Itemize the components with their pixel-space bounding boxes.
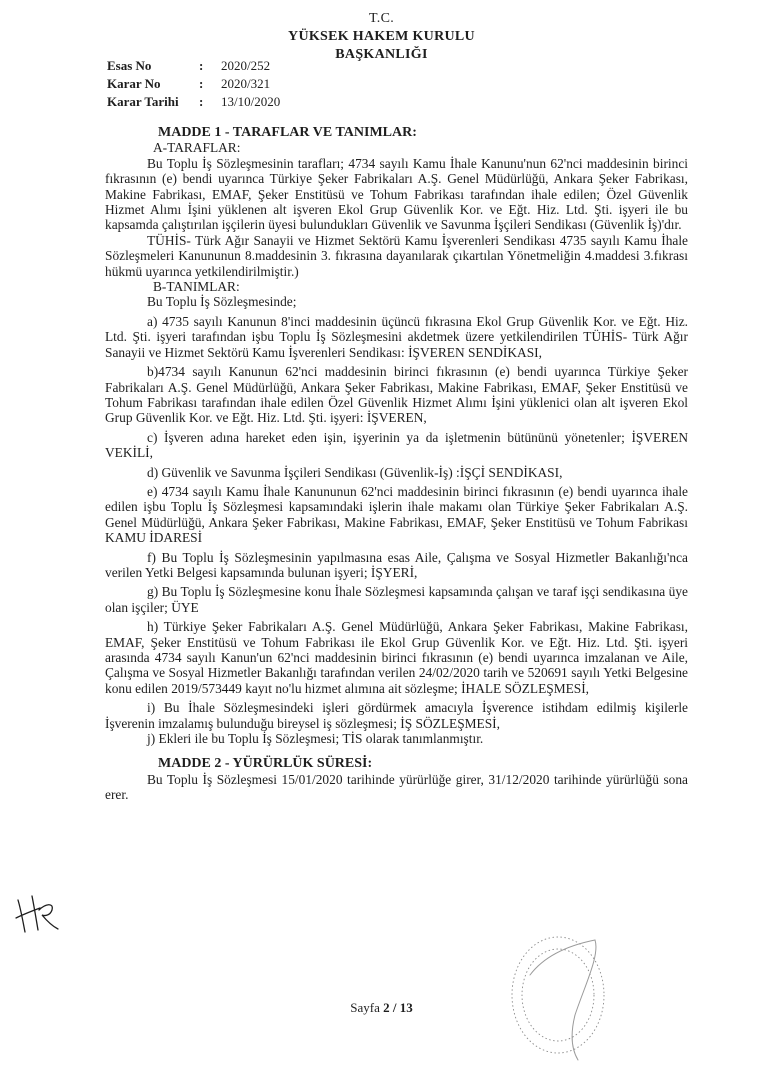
esas-colon: : (199, 58, 204, 73)
esas-row (107, 57, 280, 75)
handwritten-initials-icon (12, 888, 62, 938)
tanim-e: e) 4734 sayılı Kamu İhale Kanununun 62'nci maddesinin birinci fıkrasının (e) bendi uyarınca ihale edilen işbu Toplu İş Sözleşmesi kapsamındaki işlerin ihale makamı olan Türkiye Şeker Fabrikaları A.Ş. Genel Müdürlüğü, Ankara Şeker Fabrikası, Makine Fabrikası, EMAF, Şeker Enstitüsü ve Tohum Fabrikası KAMU İDARESİ (105, 483, 688, 546)
karar-colon: : (199, 76, 204, 91)
tanim-a: a) 4735 sayılı Kanunun 8'inci maddesinin üçüncü fıkrasına Ekol Grup Güvenlik Kor. ve Eğt. Hiz. Ltd. Şti. işyeri tarafından işbu Toplu İş Sözleşmesini akdetmek üzere yetkilendirilen TÜHİS- Türk Ağır Sanayii ve Hizmet Sektörü Kamu İşverenleri Sendikası: İŞVEREN SENDİKASI, (105, 313, 688, 360)
madde1-heading: MADDE 1 - TARAFLAR VE TANIMLAR: (158, 125, 417, 140)
tarih-colon: : (199, 94, 204, 109)
page-label: Sayfa (350, 1000, 384, 1015)
header-institution: YÜKSEK HAKEM KURULU (288, 29, 475, 44)
tanim-h: h) Türkiye Şeker Fabrikaları A.Ş. Genel Müdürlüğü, Ankara Şeker Fabrikası, Makine Fabrikası, EMAF, Şeker Enstitüsü ve Tohum Fabrikası ile Ekol Grup Güvenlik Kor. ve Eğt. Hiz. Ltd. Şti. işyeri arasında 4734 sayılı Kanun'un 62'nci maddesinin birinci fıkrasının (e) bendi uyarınca imzalanan ve Aile, Çalışma ve Sosyal Hizmetler Bakanlığı tarafından verilen 24/02/2020 tarih ve 520691 sayılı Yetki Belgesine konu edilen 2019/573449 kayıt no'lu hizmet alımına ait sözleşme; İHALE SÖZLEŞMESİ, (105, 619, 688, 696)
tanim-i: i) Bu İhale Sözleşmesindeki işleri gördürmek amacıyla İşverence istihdam edilmiş kişilerle İşverenin imzalamış bulunduğu bireysel iş sözleşmesi; İŞ SÖZLEŞMESİ, (105, 700, 688, 731)
tanim-g: g) Bu Toplu İş Sözleşmesine konu İhale Sözleşmesi kapsamında çalışan ve taraf işçi sendikasına üye olan işçiler; ÜYE (105, 584, 688, 615)
taraflar-title: A-TARAFLAR: (153, 140, 241, 156)
yururluk-paragraph: Bu Toplu İş Sözleşmesi 15/01/2020 tarihinde yürürlüğe girer, 31/12/2020 tarihinde yürürlüğü sona erer. (105, 771, 688, 803)
tarih-value: 13/10/2020 (221, 94, 281, 109)
taraflar-paragraph-2: TÜHİS- Türk Ağır Sanayii ve Hizmet Sektörü Kamu İşverenleri Sendikası 4735 sayılı Kamu İhale Sözleşmeleri Kanununun 8.maddesinin 3. fıkrasına dayanılarak çıkartılan Yönetmeliğin 4.maddesi 3.fıkrası hükmü uyarınca yetkilendirilmiştir.) (105, 232, 688, 279)
header-presidency: BAŞKANLIĞI (335, 47, 428, 62)
tanim-j: j) Ekleri ile bu Toplu İş Sözleşmesi; TİS olarak tanımlanmıştır. (147, 731, 484, 747)
tanim-b: b)4734 sayılı Kanunun 62'nci maddesinin birinci fıkrasının (e) bendi uyarınca Türkiye Şeker Fabrikaları A.Ş. Genel Müdürlüğü, Ankara Şeker Fabrikası, Makine Fabrikası, EMAF, Şeker Enstitüsü ve Tohum Fabrikası tarafından ihale edilen Özel Güvenlik Hizmet Alımı İşini yüklenici olan alt işveren Ekol Grup Güvenlik Kor. ve Eğt. Hiz. Ltd. Şti. işyeri: İŞVEREN, (105, 364, 688, 426)
case-meta (107, 57, 280, 111)
madde2-heading: MADDE 2 - YÜRÜRLÜK SÜRESİ: (158, 756, 373, 772)
page-footer (0, 1000, 763, 1016)
page-number: 2 / 13 (383, 1000, 413, 1015)
document-body (105, 125, 688, 803)
tanim-f: f) Bu Toplu İş Sözleşmesinin yapılmasına esas Aile, Çalışma ve Sosyal Hizmetler Bakanlığı'nca verilen Yetki Belgesi kapsamında bulunan işyeri; İŞYERİ, (105, 549, 688, 580)
karar-label: Karar No (107, 76, 161, 91)
header-tc: T.C. (368, 11, 395, 26)
tanim-c: c) İşveren adına hareket eden işin, işyerinin ya da işletmenin bütününü yönetenler; İŞVEREN VEKİLİ, (105, 429, 688, 461)
tarih-label: Karar Tarihi (107, 94, 179, 109)
taraflar-paragraph-1: Bu Toplu İş Sözleşmesinin tarafları; 4734 sayılı Kamu İhale Kanunu'nun 62'nci maddesinin birinci fıkrasının (e) bendi uyarınca Türkiye Şeker Fabrikaları A.Ş. Genel Müdürlüğü, Ankara Şeker Fabrikası, Makine Fabrikası, EMAF, Şeker Enstitüsü ve Tohum Fabrikası tarafından ihale edilen; Özel Güvenlik Hizmet Alımı İşini yüklenen alt işveren Ekol Grup Güvenlik Kor. ve Eğt. Hiz. Ltd. Şti. işyeri ile bu kapsamda çalıştırılan işçilerin üyesi bulundukları Güvenlik ve Savunma İşçileri Sendikası (Güvenlik İş)'dır. (105, 155, 688, 233)
tanim-d: d) Güvenlik ve Savunma İşçileri Sendikası (Güvenlik-İş) :İŞÇİ SENDİKASI, (147, 464, 563, 480)
document-header (0, 10, 763, 64)
karar-row (107, 75, 280, 93)
tarih-row (107, 93, 280, 111)
signature-stamp-icon (500, 915, 620, 1065)
esas-value: 2020/252 (221, 58, 271, 73)
tanimlar-intro: Bu Toplu İş Sözleşmesinde; (147, 294, 297, 310)
tanimlar-title: B-TANIMLAR: (153, 279, 240, 295)
esas-label: Esas No (107, 58, 152, 73)
karar-value: 2020/321 (221, 76, 271, 91)
